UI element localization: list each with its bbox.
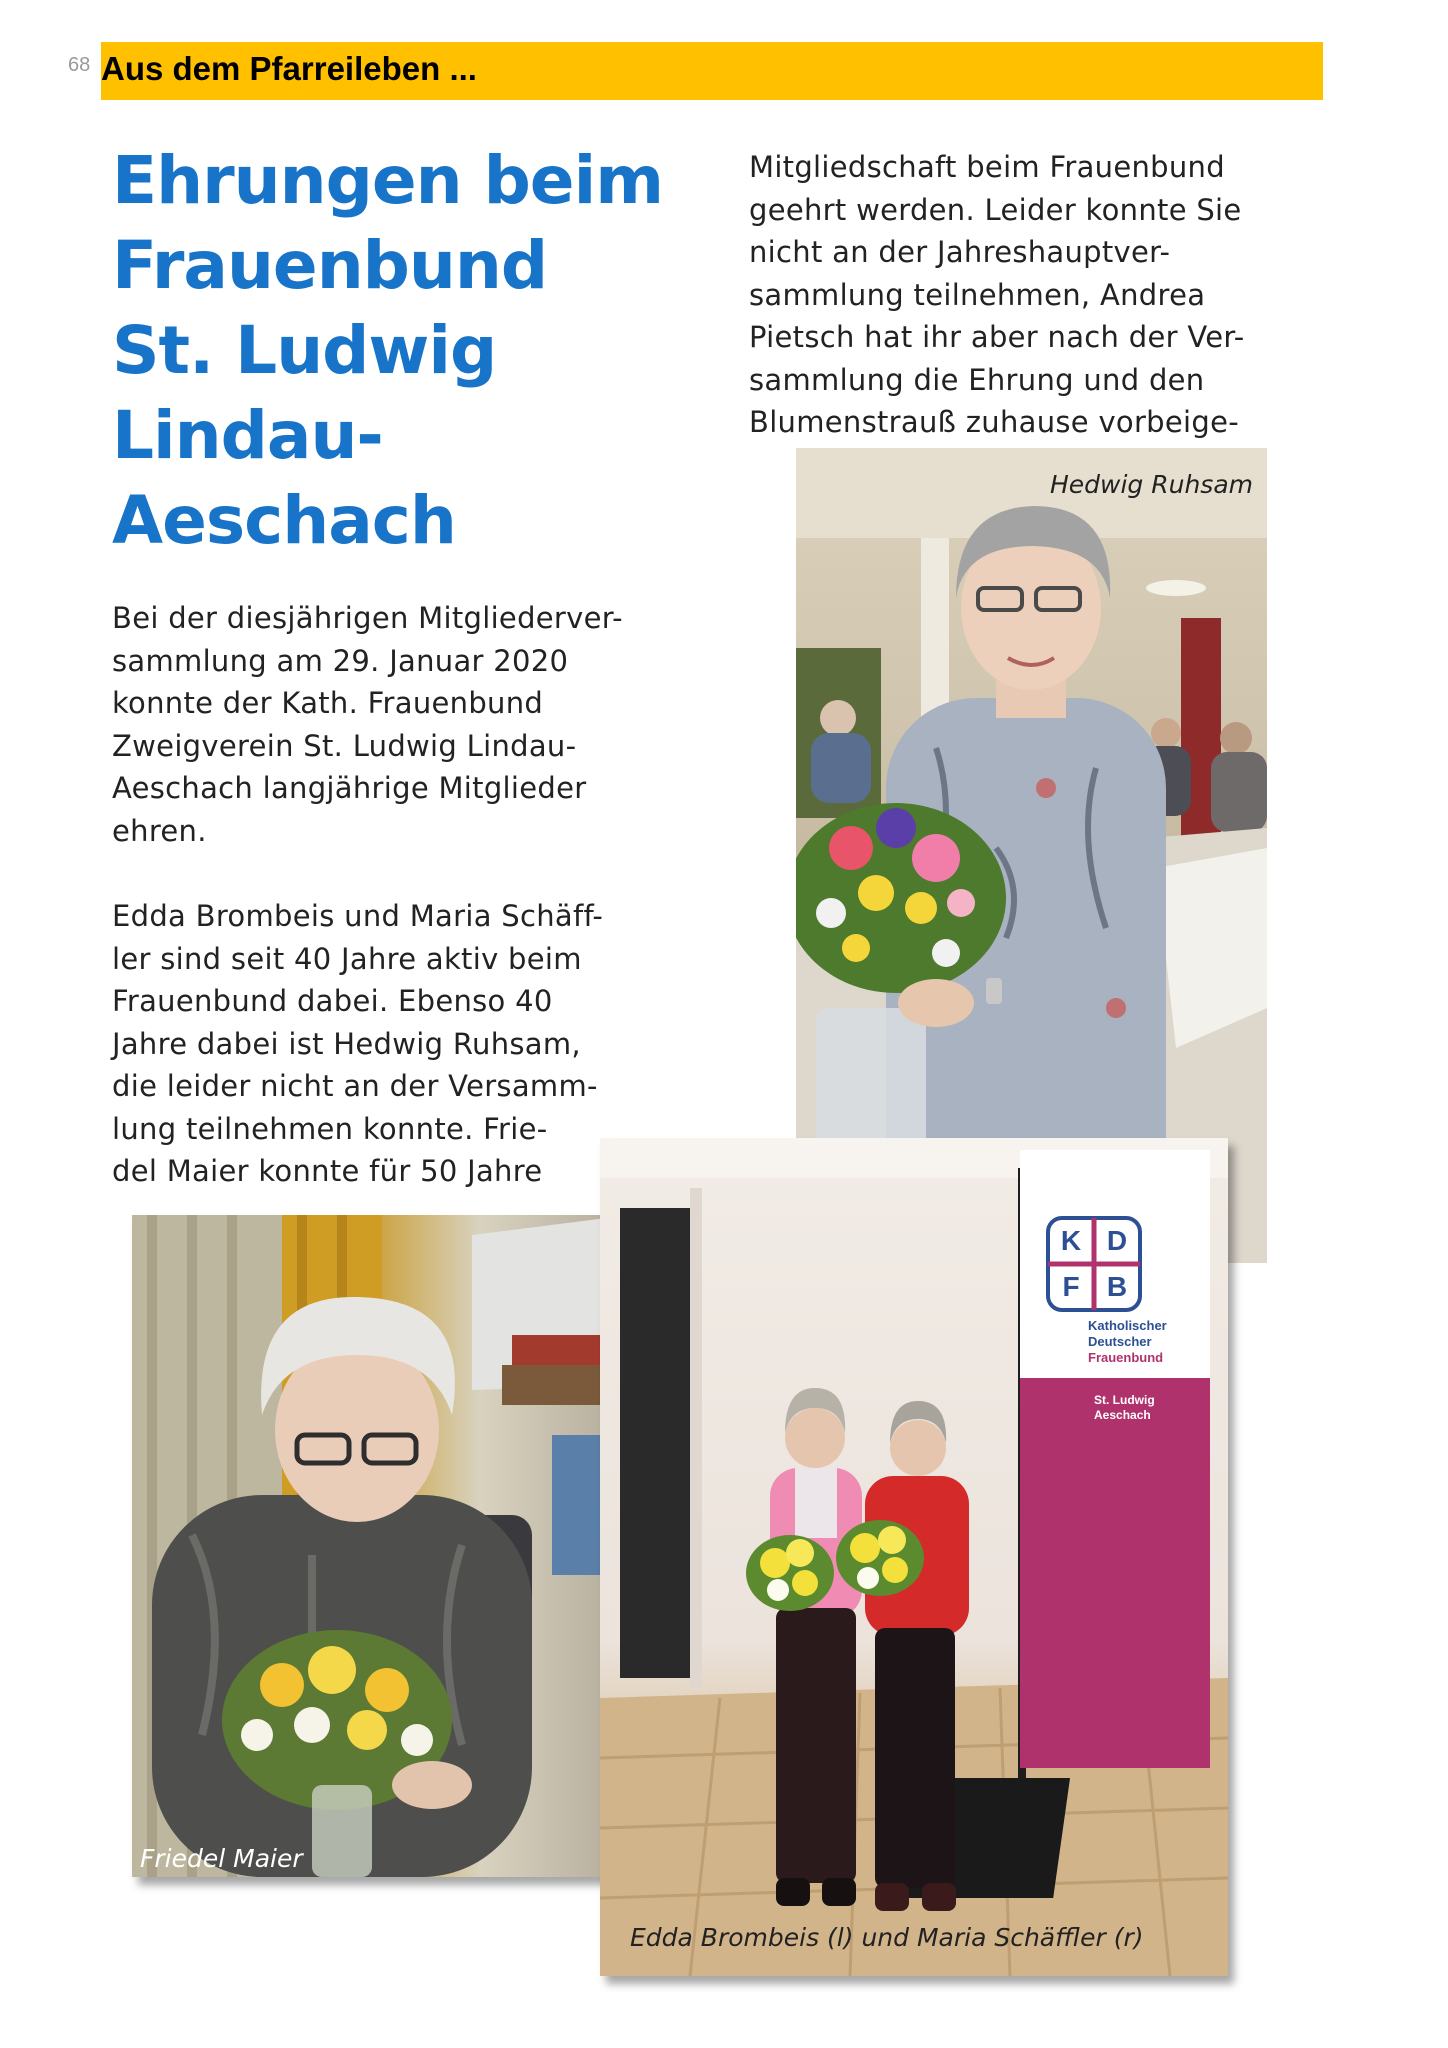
headline-line: Ehrungen beim: [112, 142, 663, 219]
photo-edda-maria: [600, 1138, 1228, 1976]
text-line: ehren.: [112, 813, 207, 848]
text-line: Bei der diesjährigen Mitgliederver-: [112, 601, 623, 635]
paragraph-intro: [112, 597, 623, 852]
text-line: Frauenbund dabei. Ebenso 40: [112, 984, 553, 1018]
article-headline: [112, 138, 672, 563]
logo-letter: F: [1062, 1271, 1080, 1302]
photo-friedel-illustration: [132, 1215, 630, 1877]
text-line: nicht an der Jahreshauptver-: [749, 235, 1171, 269]
text-line: geehrt werden. Leider konnte Sie: [749, 192, 1242, 227]
text-line: Zweigverein St. Ludwig Lindau-: [112, 728, 577, 763]
text-line: Pietsch hat ihr aber nach der Ver-: [749, 320, 1245, 354]
section-title: Aus dem Pfarreileben ...: [101, 50, 477, 87]
banner-branch-name: [1094, 1393, 1155, 1423]
text-line: Edda Brombeis und Maria Schäff-: [112, 899, 604, 933]
logo-letter: B: [1106, 1271, 1128, 1302]
text-line: ler sind seit 40 Jahre aktiv beim: [112, 941, 582, 976]
section-header-bar: [101, 42, 1323, 100]
headline-line: Lindau-: [112, 397, 383, 474]
text-line: del Maier konnte für 50 Jahre: [112, 1154, 543, 1188]
paragraph-honorees: [112, 895, 603, 1193]
logo-letter: D: [1106, 1225, 1128, 1256]
banner-org-line: Katholischer: [1088, 1318, 1167, 1333]
page-number: 68: [68, 54, 91, 76]
text-line: sammlung die Ehrung und den: [749, 362, 1205, 397]
headline-line: Aeschach: [112, 482, 456, 559]
text-line: lung teilnehmen konnte. Frie-: [112, 1111, 548, 1146]
text-line: sammlung am 29. Januar 2020: [112, 643, 569, 678]
text-line: die leider nicht an der Versamm-: [112, 1069, 598, 1103]
banner-org-name: [1088, 1318, 1167, 1366]
paragraph-continuation: [749, 146, 1245, 444]
text-line: konnte der Kath. Frauenbund: [112, 686, 544, 720]
caption-friedel: Friedel Maier: [140, 1844, 303, 1873]
text-line: Aeschach langjährige Mitglieder: [112, 771, 587, 805]
headline-line: Frauenbund: [112, 227, 548, 304]
caption-group: Edda Brombeis (l) und Maria Schäffler (r): [630, 1923, 1144, 1952]
headline-line: St. Ludwig: [112, 312, 497, 389]
banner-branch-line: St. Ludwig: [1094, 1393, 1155, 1407]
text-line: Mitgliedschaft beim Frauenbund: [749, 150, 1225, 184]
text-line: Jahre dabei ist Hedwig Ruhsam,: [112, 1026, 581, 1061]
banner-org-line: Deutscher: [1088, 1334, 1152, 1349]
banner-branch-line: Aeschach: [1094, 1408, 1151, 1422]
text-line: sammlung teilnehmen, Andrea: [749, 277, 1206, 312]
caption-hedwig: Hedwig Ruhsam: [1049, 470, 1253, 499]
kdfb-logo-letters: [1048, 1218, 1140, 1310]
logo-letter: K: [1060, 1225, 1082, 1256]
text-line: Blumenstrauß zuhause vorbeige-: [749, 405, 1239, 439]
banner-org-line: Frauenbund: [1088, 1350, 1164, 1365]
photo-friedel-maier: [132, 1215, 630, 1877]
